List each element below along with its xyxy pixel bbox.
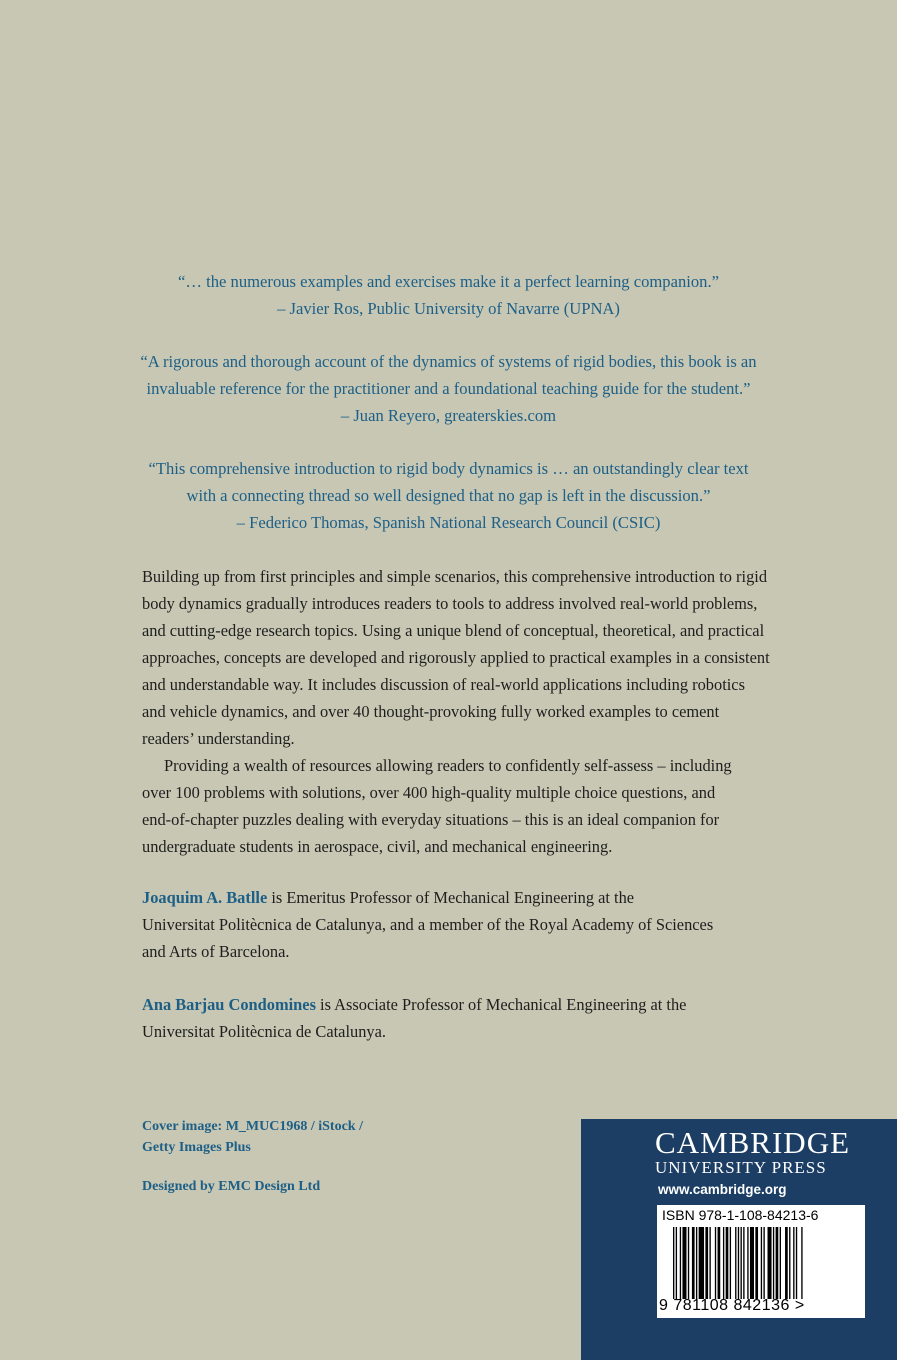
description-line: end-of-chapter puzzles dealing with everyday situations – this is an ideal companion for (142, 810, 720, 829)
quote-2-text-line-2: invaluable reference for the practitioner and a foundational teaching guide for the student.” (146, 379, 751, 398)
description-line: and vehicle dynamics, and over 40 thought-provoking fully worked examples to cement (142, 702, 720, 721)
isbn-label: ISBN 978-1-108-84213-6 (662, 1207, 819, 1223)
quote-3-text-line-2: with a connecting thread so well designed that no gap is left in the discussion.” (186, 486, 711, 505)
description-line: undergraduate students in aerospace, civil, and mechanical engineering. (142, 837, 613, 856)
cover-image-credit (142, 1116, 363, 1158)
author-bio-2 (142, 991, 842, 1045)
barcode-panel (657, 1205, 865, 1318)
barcode-digits: 9 781108 842136 > (659, 1297, 805, 1314)
author-name: Ana Barjau Condomines (142, 995, 316, 1014)
description-line: and cutting-edge research topics. Using a unique blend of conceptual, theoretical, and practical (142, 621, 765, 640)
quote-1-text: “… the numerous examples and exercises make it a perfect learning companion.” (178, 272, 719, 291)
author-bio-text: and Arts of Barcelona. (142, 942, 290, 961)
publisher-subtitle: UNIVERSITY PRESS (655, 1158, 827, 1177)
publisher-name: CAMBRIDGE (655, 1125, 851, 1160)
design-credit (142, 1176, 320, 1197)
publisher-box (581, 1119, 897, 1360)
quote-2-text-line-1: “A rigorous and thorough account of the dynamics of systems of rigid bodies, this book is an (140, 352, 757, 371)
description-line: Providing a wealth of resources allowing readers to confidently self-assess – including (164, 756, 732, 775)
publisher-url: www.cambridge.org (658, 1182, 787, 1197)
credit-line: Getty Images Plus (142, 1140, 251, 1155)
description-line: Building up from first principles and simple scenarios, this comprehensive introduction to rigid (142, 567, 768, 586)
author-bio-text: Universitat Politècnica de Catalunya, and a member of the Royal Academy of Sciences (142, 915, 714, 934)
quote-2 (0, 348, 897, 429)
author-bio-1 (142, 884, 842, 965)
credit-line: Designed by EMC Design Ltd (142, 1179, 321, 1194)
book-description (142, 563, 842, 860)
quote-2-attribution: – Juan Reyero, greaterskies.com (340, 406, 557, 425)
author-name: Joaquim A. Batlle (142, 888, 268, 907)
quote-1 (0, 268, 897, 322)
description-line: readers’ understanding. (142, 729, 295, 748)
quote-3 (0, 455, 897, 536)
description-line: body dynamics gradually introduces readers to tools to address involved real-world problems, (142, 594, 758, 613)
description-line: and understandable way. It includes discussion of real-world applications including robotics (142, 675, 745, 694)
quote-3-attribution: – Federico Thomas, Spanish National Research Council (CSIC) (236, 513, 661, 532)
barcode-icon (673, 1227, 849, 1299)
credit-line: Cover image: M_MUC1968 / iStock / (142, 1119, 363, 1134)
description-line: approaches, concepts are developed and rigorously applied to practical examples in a consistent (142, 648, 770, 667)
author-bio-text: Universitat Politècnica de Catalunya. (142, 1022, 386, 1041)
quote-1-attribution: – Javier Ros, Public University of Navarre (UPNA) (277, 299, 620, 318)
description-line: over 100 problems with solutions, over 400 high-quality multiple choice questions, and (142, 783, 716, 802)
author-bio-text: is Emeritus Professor of Mechanical Engineering at the (267, 888, 635, 907)
quote-3-text-line-1: “This comprehensive introduction to rigid body dynamics is … an outstandingly clear text (148, 459, 749, 478)
author-bio-text: is Associate Professor of Mechanical Engineering at the (315, 995, 687, 1014)
